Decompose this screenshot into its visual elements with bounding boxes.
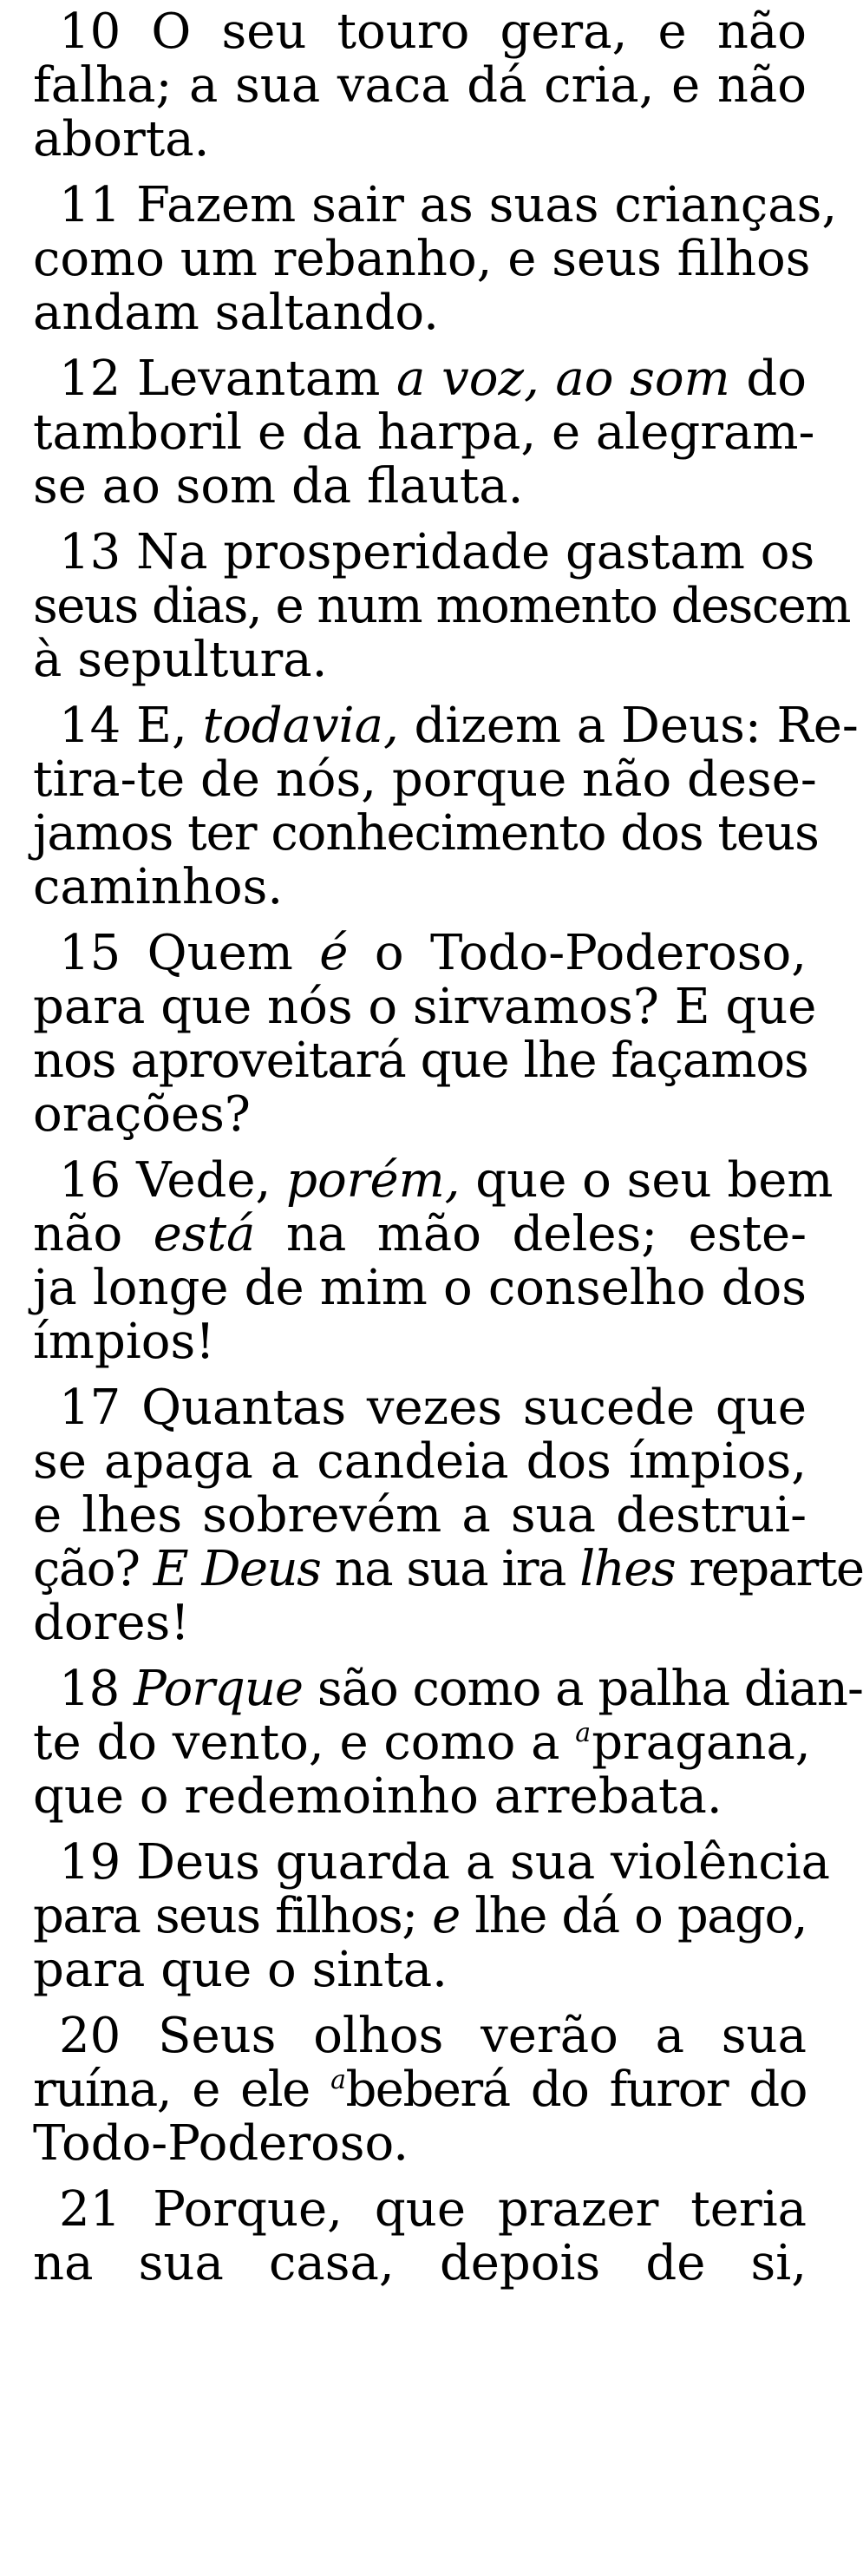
verse-20-line-2 (33, 2063, 807, 2117)
verse-12-line-1 (59, 352, 807, 406)
verse-17-line-3 (33, 1489, 807, 1543)
verse-text: para que nós o sirvamos? E que (33, 979, 817, 1035)
text-run: são como a palha dian- (303, 1661, 863, 1717)
verse-text: aborta. (33, 111, 210, 167)
verse-10-line-1 (59, 5, 807, 59)
verse-13-line-3 (33, 633, 807, 687)
text-run: do (729, 351, 807, 407)
verse-text: Na prosperidade gastam os (136, 524, 815, 580)
verse-text: ja longe de mim o conselho dos (33, 1260, 807, 1316)
verse-21-line-2 (33, 2237, 807, 2291)
text-run: ruína, e ele (33, 2061, 331, 2118)
verse-text: Todo-Poderoso. (33, 2115, 409, 2172)
verse-14-line-2 (33, 751, 817, 808)
verse-13-line-2 (33, 578, 850, 634)
verse-text: tira-te de nós, porque não dese- (33, 751, 817, 808)
verse-number: 12 (59, 351, 121, 407)
verse-text (136, 1152, 833, 1209)
verse-21-line-1 (59, 2183, 807, 2237)
verse-11-line-2 (33, 231, 811, 287)
verse-text (136, 698, 859, 754)
verse-16-line-3 (33, 1262, 807, 1315)
text-run: dizem a Deus: Re- (398, 698, 859, 754)
verse-text: tamboril e da harpa, e alegram- (33, 404, 815, 461)
verse-19-line-1 (59, 1834, 831, 1891)
verse-text (134, 1661, 863, 1717)
text-run: Quem (147, 925, 320, 981)
verse-16-line-2 (33, 1208, 807, 1262)
verse-16-line-4 (33, 1315, 807, 1369)
text-run: ção? (33, 1541, 154, 1597)
text-run: que o seu bem (460, 1152, 834, 1209)
italic-run: lhes (579, 1541, 676, 1597)
footnote-marker: a (575, 1718, 592, 1748)
verse-number: 11 (59, 177, 121, 233)
text-run: beberá do furor do (345, 2061, 807, 2118)
verse-text: à sepultura. (33, 632, 328, 688)
text-run: na mão deles; este- (255, 1206, 807, 1262)
verse-number: 16 (59, 1152, 121, 1209)
italic-run: todavia, (202, 698, 399, 754)
verse-15-line-3 (33, 1034, 807, 1088)
text-run: Vede, (136, 1152, 287, 1209)
verse-text (33, 2061, 807, 2118)
verse-18-line-3 (33, 1770, 807, 1824)
verse-text: seus dias, e num momento descem (33, 578, 850, 634)
verse-text: falha; a sua vaca dá cria, e não (33, 57, 807, 114)
verse-11-line-1 (59, 177, 838, 233)
verse-text: Porque, que prazer teria (153, 2181, 807, 2238)
verse-text: Seus olhos verão a sua (158, 2008, 807, 2064)
italic-run: e (432, 1888, 460, 1944)
verse-17-line-1 (59, 1381, 807, 1435)
verse-text: e lhes sobrevém a sua destrui- (33, 1487, 807, 1544)
verse-16-line-1 (59, 1152, 834, 1209)
text-run: não (33, 1206, 154, 1262)
verse-11-line-3 (33, 286, 807, 340)
text-run: pragana, (592, 1714, 811, 1771)
text-run: para seus filhos; (33, 1888, 433, 1944)
verse-17-line-4 (33, 1541, 863, 1597)
text-run: te do vento, e como a (33, 1714, 576, 1771)
verse-14-line-4 (33, 861, 807, 914)
verse-text: na sua casa, depois de si, (33, 2235, 807, 2291)
verse-number: 10 (59, 3, 121, 60)
verse-text: dores! (33, 1595, 190, 1651)
verse-text: nos aproveitará que lhe façamos (33, 1032, 808, 1089)
italic-run: E Deus (153, 1541, 321, 1597)
verse-18-line-2 (33, 1714, 811, 1771)
verse-number: 14 (59, 698, 121, 754)
verse-10-line-3 (33, 113, 807, 167)
verse-text: ímpios! (33, 1314, 215, 1370)
verse-17-line-5 (33, 1596, 807, 1650)
verse-text (137, 351, 807, 407)
verse-text: O seu touro gera, e não (151, 3, 807, 60)
text-run: Levantam (136, 351, 397, 407)
italic-run: a voz, ao som (396, 351, 730, 407)
verse-15-line-4 (33, 1088, 807, 1142)
italic-run: está (153, 1206, 256, 1262)
verse-text: que o redemoinho arrebata. (33, 1768, 722, 1825)
verse-text: Deus guarda a sua violência (136, 1834, 831, 1891)
verse-text (147, 925, 807, 981)
verse-text: andam saltando. (33, 285, 439, 341)
verse-number: 13 (59, 524, 121, 580)
verse-14-line-1 (59, 698, 859, 754)
verse-15-line-2 (33, 979, 817, 1035)
verse-number: 19 (59, 1834, 121, 1891)
verse-text: se ao som da flauta. (33, 458, 524, 515)
verse-14-line-3 (33, 805, 819, 862)
verse-number: 18 (59, 1661, 120, 1717)
verse-13-line-1 (59, 524, 815, 580)
verse-12-line-3 (33, 460, 807, 514)
verse-19-line-3 (33, 1943, 807, 1997)
text-run: o Todo-Poderoso, (348, 925, 807, 981)
verse-12-line-2 (33, 404, 815, 461)
verse-17-line-2 (33, 1435, 807, 1489)
verse-15-line-1 (59, 927, 807, 980)
verse-text: caminhos. (33, 859, 284, 915)
verse-19-line-2 (33, 1890, 807, 1943)
footnote-marker: a (330, 2065, 345, 2095)
verse-text: se apaga a candeia dos ímpios, (33, 1433, 807, 1490)
verse-text (33, 1206, 807, 1262)
verse-20-line-1 (59, 2009, 807, 2063)
verse-text (33, 1714, 811, 1771)
verse-text (33, 1541, 863, 1597)
verse-text (33, 1888, 807, 1944)
text-run: lhe dá o pago, (459, 1888, 807, 1944)
verse-text: como um rebanho, e seus filhos (33, 231, 811, 287)
verse-18-line-1 (59, 1661, 863, 1717)
verse-number: 20 (59, 2008, 121, 2064)
verse-text: Quantas vezes sucede que (141, 1380, 807, 1436)
verse-number: 21 (59, 2181, 121, 2238)
italic-run: é (319, 925, 349, 981)
verse-text: Fazem sair as suas crianças, (136, 177, 838, 233)
verse-text: para que o sinta. (33, 1942, 448, 1998)
italic-run: porém, (286, 1152, 461, 1209)
verse-text: jamos ter conhecimento dos teus (33, 805, 819, 862)
verse-number: 15 (59, 925, 121, 981)
italic-run: Porque (134, 1661, 304, 1717)
text-run: na sua ira (320, 1541, 580, 1597)
text-run: reparte (675, 1541, 863, 1597)
verse-text: orações? (33, 1086, 251, 1143)
verse-10-line-2 (33, 59, 807, 113)
verse-number: 17 (59, 1380, 121, 1436)
text-run: E, (136, 698, 203, 754)
verse-20-line-3 (33, 2117, 807, 2171)
